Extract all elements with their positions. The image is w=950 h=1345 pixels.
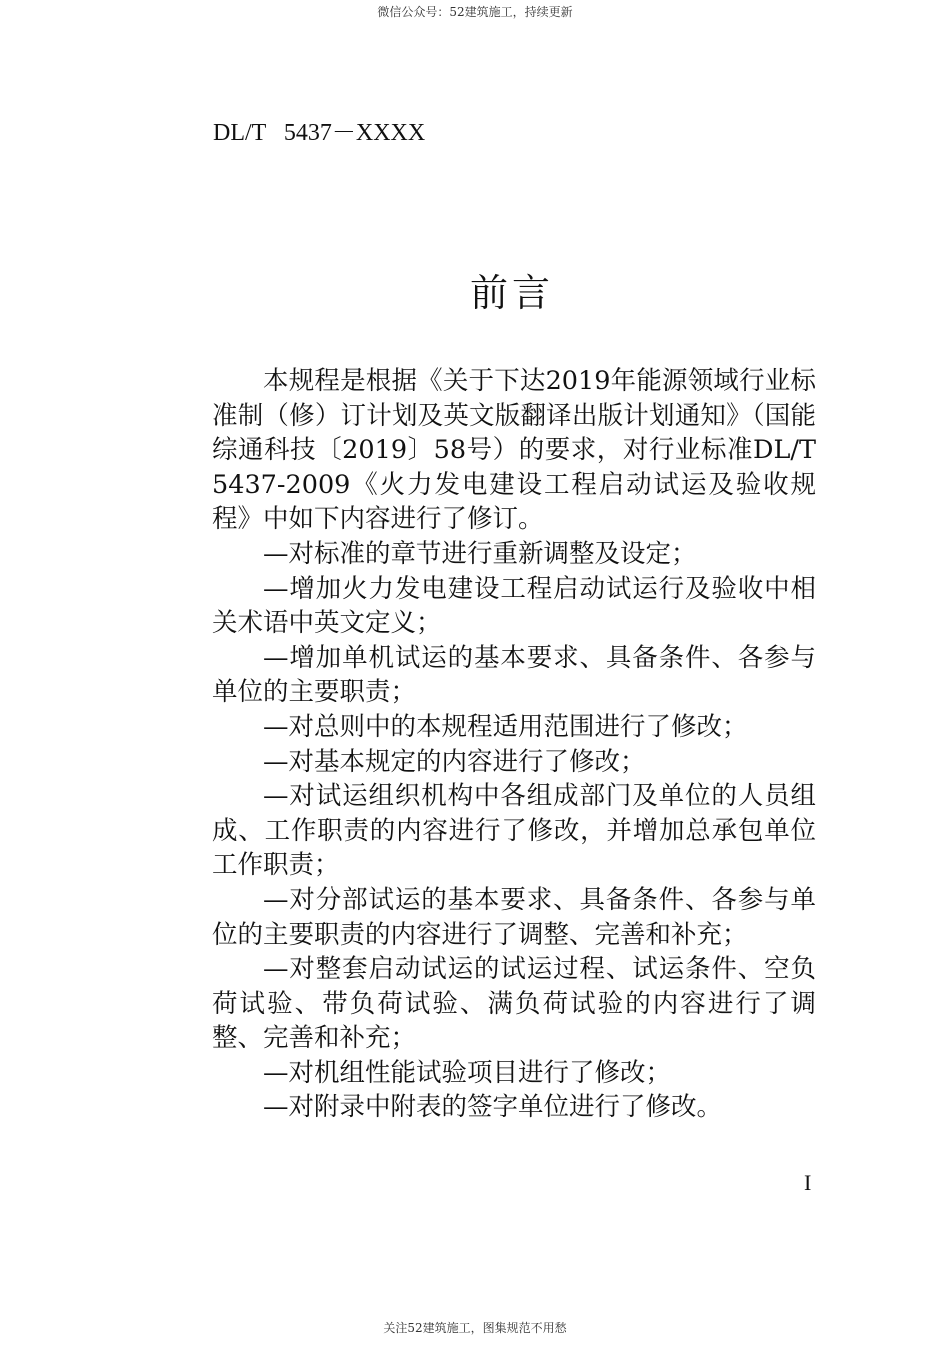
revision-item: —对总则中的本规程适用范围进行了修改； [263,711,748,742]
revision-item: —对分部试运的基本要求、具备条件、各参与单位的主要职责的内容进行了调整、完善和补充； [212,884,816,950]
revision-item: —增加火力发电建设工程启动试运行及验收中相关术语中英文定义； [212,573,816,639]
revision-item: —对机组性能试验项目进行了修改； [263,1057,672,1088]
revision-item: —对附录中附表的签字单位进行了修改。 [263,1092,723,1123]
watermark-bottom: 关注52建筑施工，图集规范不用愁 [383,1321,567,1335]
intro-paragraph: 本规程是根据《关于下达2019年能源领域行业标准制（修）订计划及英文版翻译出版计划通知》（国能综通科技〔2019〕58号）的要求，对行业标准DL/T 5437-2009《火力发电建设工程启动试运及验收规程》中如下内容进行了修订。 [212,366,816,535]
revision-item: —对试运组织机构中各组成部门及单位的人员组成、工作职责的内容进行了修改，并增加总承包单位工作职责； [212,781,816,881]
revision-item: —对基本规定的内容进行了修改； [263,746,646,777]
page-number: I [804,1170,812,1195]
watermark-top: 微信公众号：52建筑施工，持续更新 [377,5,573,19]
revision-item: —增加单机试运的基本要求、具备条件、各参与单位的主要职责； [212,642,816,708]
preface-body [212,364,816,1125]
revision-item: —对标准的章节进行重新调整及设定； [263,538,697,569]
standard-code: DL/T 5437－XXXX [213,120,426,146]
page-title: 前言 [469,271,554,315]
revision-item: —对整套启动试运的试运过程、试运条件、空负荷试验、带负荷试验、满负荷试验的内容进行了调整、完善和补充； [212,954,816,1054]
